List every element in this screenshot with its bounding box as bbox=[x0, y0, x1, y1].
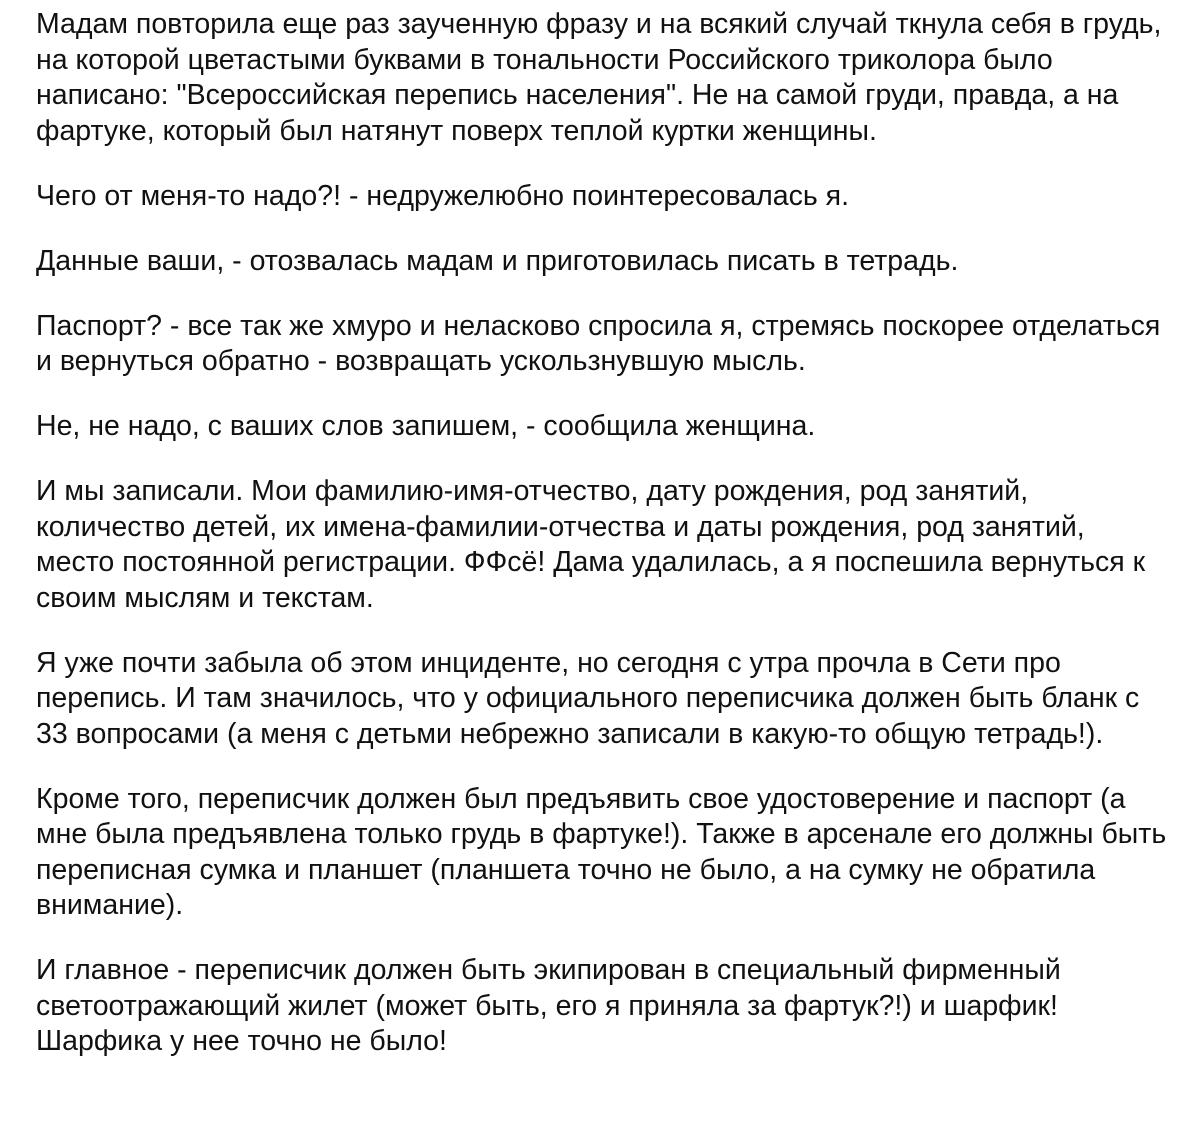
paragraph-3: Данные ваши, - отозвалась мадам и приготовилась писать в тетрадь. bbox=[36, 244, 959, 277]
paragraph-1: Мадам повторила еще раз заученную фразу и на всякий случай ткнула себя в грудь, на которой цветастыми буквами в тональности Российского триколора было написано: "Всероссийская перепись населения". Не на самой груди, правда, а на фартуке, который был натянут поверх теплой куртки женщины. bbox=[36, 8, 1162, 147]
paragraph-6: И мы записали. Мои фамилию-имя-отчество, дату рождения, род занятий, количество детей, их имена-фамилии-отчества и даты рождения, род занятий, место постоянной регистрации. ФФсё! Дама удалилась, а я поспешила вернуться к своим мыслям и текстам. bbox=[36, 475, 1146, 614]
paragraph-2: Чего от меня-то надо?! - недружелюбно поинтересовалась я. bbox=[36, 179, 850, 212]
paragraph-4: Паспорт? - все так же хмуро и неласково спросила я, стремясь поскорее отделаться и вернуться обратно - возвращать ускользнувшую мысль. bbox=[36, 309, 1161, 377]
paragraph-5: Не, не надо, с ваших слов запишем, - сообщила женщина. bbox=[36, 410, 816, 442]
paragraph-7: Я уже почти забыла об этом инциденте, но сегодня с утра прочла в Сети про перепись. И там значилось, что у официального переписчика должен быть бланк с 33 вопросами (а меня с детьми небрежно записали в какую-то общую тетрадь!). bbox=[36, 646, 1140, 750]
paragraph-8: Кроме того, переписчик должен был предъявить свое удостоверение и паспорт (а мне была предъявлена только грудь в фартуке!). Также в арсенале его должны быть переписная сумка и планшет (планшета точно не было, а на сумку не обратила внимание). bbox=[36, 782, 1167, 921]
paragraph-9: И главное - переписчик должен быть экипирован в специальный фирменный светоотражающий жилет (может быть, его я приняла за фартук?!) и шарфик! Шарфика у нее точно не было! bbox=[36, 954, 1061, 1057]
